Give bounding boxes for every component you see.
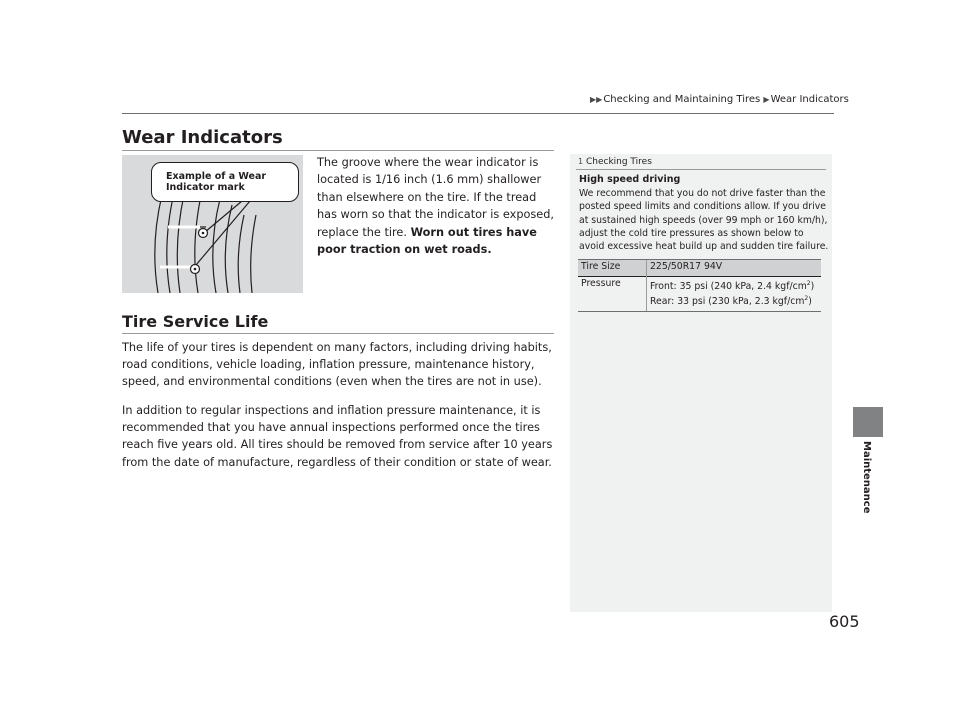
pressure-front: Front: 35 psi (240 kPa, 2.4 kgf/$cm^2$) — [650, 279, 815, 292]
chapter-tab-label: Maintenance — [861, 441, 872, 514]
pressure-rear: Rear: 33 psi (230 kPa, 2.3 kgf/$cm^2$) — [650, 295, 812, 308]
sidebar-title-text: Checking Tires — [585, 157, 652, 167]
chapter-tab-marker[interactable] — [853, 407, 883, 437]
breadcrumb-item-tires[interactable]: Checking and Maintaining Tires — [603, 94, 761, 105]
figure-callout-line2: Indicator mark — [166, 182, 245, 193]
service-life-paragraph-2: In addition to regular inspections and inflation pressure maintenance, it is recommended that you have annual inspections performed once the tires reach five years old. All tires should be removed from service after 10 years from the date of manufacture, regardless of their condition or state of wear. — [122, 404, 553, 469]
breadcrumb-item-wear-indicators[interactable]: Wear Indicators — [770, 94, 849, 105]
wear-indicator-illustration — [122, 155, 303, 293]
tire-size-label: Tire Size — [578, 260, 647, 277]
pressure-label: Pressure — [578, 276, 647, 311]
pressure-values — [647, 276, 822, 311]
sidebar-title — [578, 157, 652, 167]
service-life-paragraph-1: The life of your tires is dependent on many factors, including driving habits, road conditions, vehicle loading, inflation pressure, maintenance history, speed, and environmental conditions (even when the tires are not in use). — [122, 341, 552, 389]
figure-callout-line1: Example of a Wear — [166, 171, 267, 182]
table-row — [578, 260, 821, 277]
section-title-tire-service-life: Tire Service Life — [122, 312, 269, 331]
page-number: 605 — [829, 612, 860, 631]
section-divider — [122, 333, 554, 334]
wear-indicator-text: The groove where the wear indicator is located is 1/16 inch (1.6 mm) shallower than elsewhere on the tire. If the tread has worn so that the indicator is exposed, replace the tire. — [317, 156, 555, 239]
sidebar-text: We recommend that you do not drive faster than the posted speed limits and conditions allow. If you drive at sustained high speeds (over 99 mph or 160 km/h), adjust the cold tire pressures as shown below to avoid excessive heat build up and sudden tire failure. — [579, 188, 829, 253]
sidebar-divider — [576, 169, 826, 170]
breadcrumb — [590, 94, 849, 105]
wear-indicator-description — [317, 154, 557, 258]
chevron-right-icon: ▶ — [763, 95, 770, 104]
sidebar-note — [570, 154, 832, 612]
reference-marker: 1 — [578, 157, 584, 166]
tire-size-value: 225/50R17 94V — [647, 260, 822, 277]
wear-indicator-warning: Worn out tires have poor traction on wet roads. — [317, 225, 537, 257]
section-title-wear-indicators: Wear Indicators — [122, 127, 283, 148]
table-row — [578, 276, 821, 311]
tire-pressure-table — [578, 259, 821, 312]
section-divider — [122, 150, 554, 151]
sidebar-subtitle: High speed driving — [579, 174, 681, 185]
figure-callout — [151, 162, 299, 202]
chevron-right-icon: ▶▶ — [590, 95, 603, 104]
header-divider — [122, 113, 834, 114]
